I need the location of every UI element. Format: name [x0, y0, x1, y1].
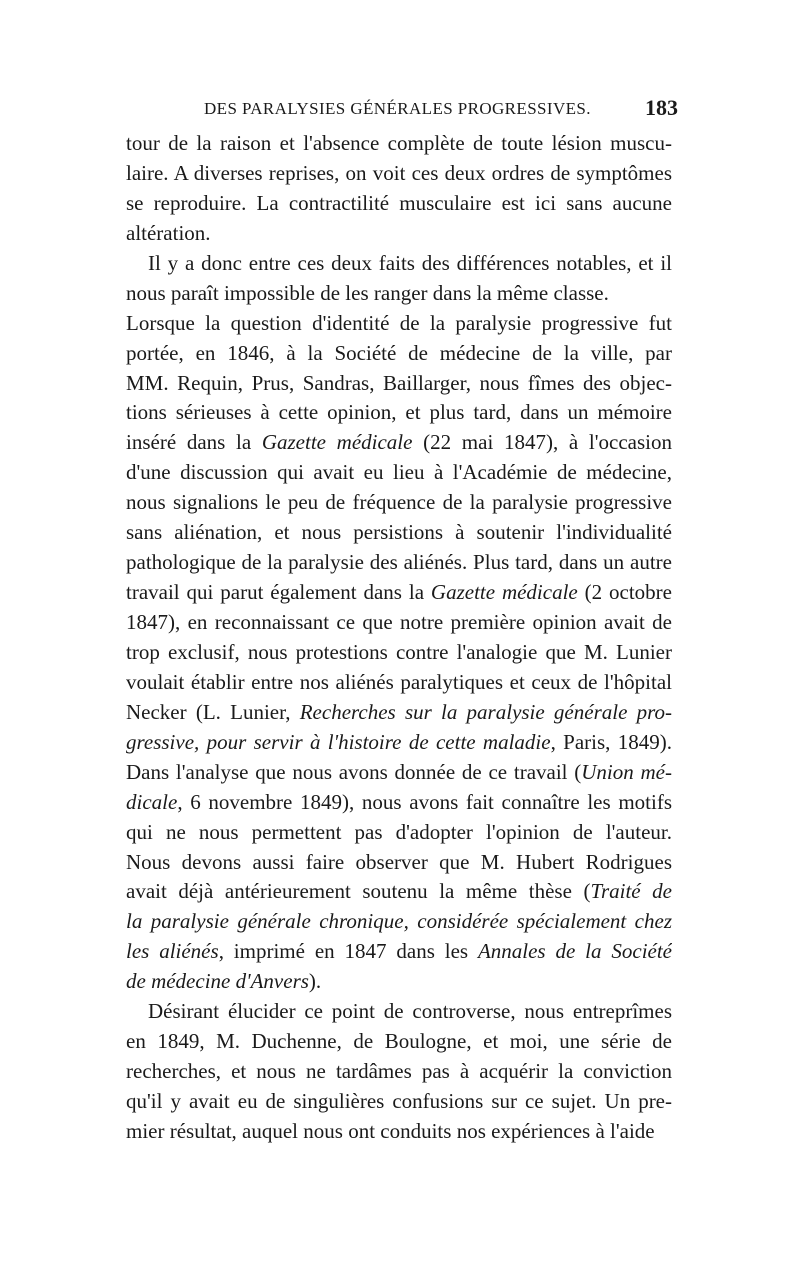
italic-text: Gazette médicale [261, 430, 413, 455]
text-run: d'une discussion qui avait eu lieu à l'Académie de médecine, [126, 460, 672, 485]
text-line [126, 848, 672, 878]
text-run: , Paris, 1849). [550, 729, 672, 754]
text-line [126, 1057, 672, 1087]
text-line [126, 219, 672, 249]
text-line [126, 129, 672, 159]
text-line [126, 339, 672, 369]
text-run: MM. Requin, Prus, Sandras, Baillarger, nous fîmes des objec- [126, 370, 672, 395]
text-run: en 1849, M. Duchenne, de Boulogne, et moi, une série de [126, 1029, 672, 1054]
text-run: (22 mai 1847), à l'occasion [412, 430, 672, 455]
italic-text: Recherches sur la paralysie générale pro- [299, 699, 672, 724]
text-line [126, 548, 672, 578]
text-run: trop exclusif, nous protestions contre l'analogie que M. Lunier [126, 639, 672, 664]
text-run: nous signalions le peu de fréquence de la paralysie progressive [126, 490, 672, 515]
text-run: Nous devons aussi faire observer que M. Hubert Rodrigues [126, 849, 672, 874]
text-run: , imprimé en 1847 dans les [218, 939, 478, 964]
text-line [126, 189, 672, 219]
text-run: sans aliénation, et nous persistions à soutenir l'individualité [126, 520, 672, 545]
text-line [126, 428, 672, 458]
text-run: se reproduire. La contractilité musculaire est ici sans aucune [126, 190, 672, 215]
text-line [126, 1027, 672, 1057]
text-run: Désirant élucider ce point de controverse, nous entreprîmes [148, 999, 672, 1024]
italic-text: la paralysie générale chronique, considérée spécialement chez [126, 909, 672, 934]
text-line [126, 578, 672, 608]
text-run: pathologique de la paralysie des aliénés. Plus tard, dans un autre [126, 550, 672, 575]
running-title: DES PARALYSIES GÉNÉRALES PROGRESSIVES. [204, 99, 591, 118]
italic-text: de médecine d'Anvers [126, 969, 309, 994]
text-line [126, 877, 672, 907]
text-run: inséré dans la [126, 430, 262, 455]
text-run: voulait établir entre nos aliénés paralytiques et ceux de l'hôpital [126, 669, 672, 694]
text-run: mier résultat, auquel nous ont conduits nos expériences à l'aide [126, 1118, 655, 1143]
text-run: ). [308, 969, 322, 994]
text-run: laire. A diverses reprises, on voit ces deux ordres de symptômes [126, 160, 672, 185]
italic-text: les aliénés [126, 939, 219, 964]
text-run: , 6 novembre 1849), nous avons fait connaître les motifs [177, 789, 672, 814]
text-run: altération. [126, 220, 211, 245]
text-line [126, 758, 672, 788]
text-line [126, 638, 672, 668]
text-line [126, 159, 672, 189]
text-run: qu'il y avait eu de singulières confusions sur ce sujet. Un pre- [126, 1089, 672, 1113]
text-line [126, 249, 672, 279]
italic-text: Annales de la Société [477, 939, 672, 964]
text-run: Dans l'analyse que nous avons donnée de ce travail ( [126, 759, 582, 784]
text-line [126, 458, 672, 488]
text-run: tour de la raison et l'absence complète de toute lésion muscu- [126, 131, 672, 155]
text-line [126, 967, 672, 997]
text-run: portée, en 1846, à la Société de médecine de la ville, par [126, 340, 672, 365]
text-run: recherches, et nous ne tardâmes pas à acquérir la conviction [126, 1059, 672, 1084]
italic-text: gressive, pour servir à l'histoire de cette maladie [126, 729, 551, 754]
italic-text: Union mé- [581, 759, 672, 784]
text-line [126, 518, 672, 548]
text-run: qui ne nous permettent pas d'adopter l'opinion de l'auteur. [126, 819, 672, 844]
text-run: tions sérieuses à cette opinion, et plus tard, dans un mémoire [126, 400, 672, 425]
text-line [126, 279, 672, 309]
text-run: 1847), en reconnaissant ce que notre première opinion avait de [126, 610, 672, 634]
page-number: 183 [645, 95, 678, 120]
italic-text: Traité de [590, 879, 672, 904]
text-line [126, 1117, 672, 1147]
text-run: nous paraît impossible de les ranger dans la même classe. [126, 280, 609, 305]
text-run: Il y a donc entre ces deux faits des différences notables, et il [148, 250, 672, 275]
italic-text: Gazette médicale [430, 580, 578, 605]
text-line [126, 1087, 672, 1117]
text-run: Lorsque la question d'identité de la paralysie progressive fut [126, 310, 672, 335]
text-line [126, 369, 672, 399]
text-line [126, 818, 672, 848]
body-text [126, 129, 672, 1147]
text-line [126, 788, 672, 818]
text-line [126, 907, 672, 937]
text-line [126, 668, 672, 698]
text-run: Necker (L. Lunier, [126, 699, 300, 724]
text-line [126, 309, 672, 339]
italic-text: dicale [126, 789, 178, 814]
text-run: travail qui parut également dans la [126, 580, 431, 605]
text-run: avait déjà antérieurement soutenu la même thèse ( [126, 879, 591, 904]
text-run: (2 octobre [577, 580, 672, 605]
text-line [126, 488, 672, 518]
text-line [126, 398, 672, 428]
text-line [126, 698, 672, 728]
text-line [126, 608, 672, 638]
text-line [126, 937, 672, 967]
text-line [126, 728, 672, 758]
text-line [126, 997, 672, 1027]
page-header [120, 95, 680, 125]
